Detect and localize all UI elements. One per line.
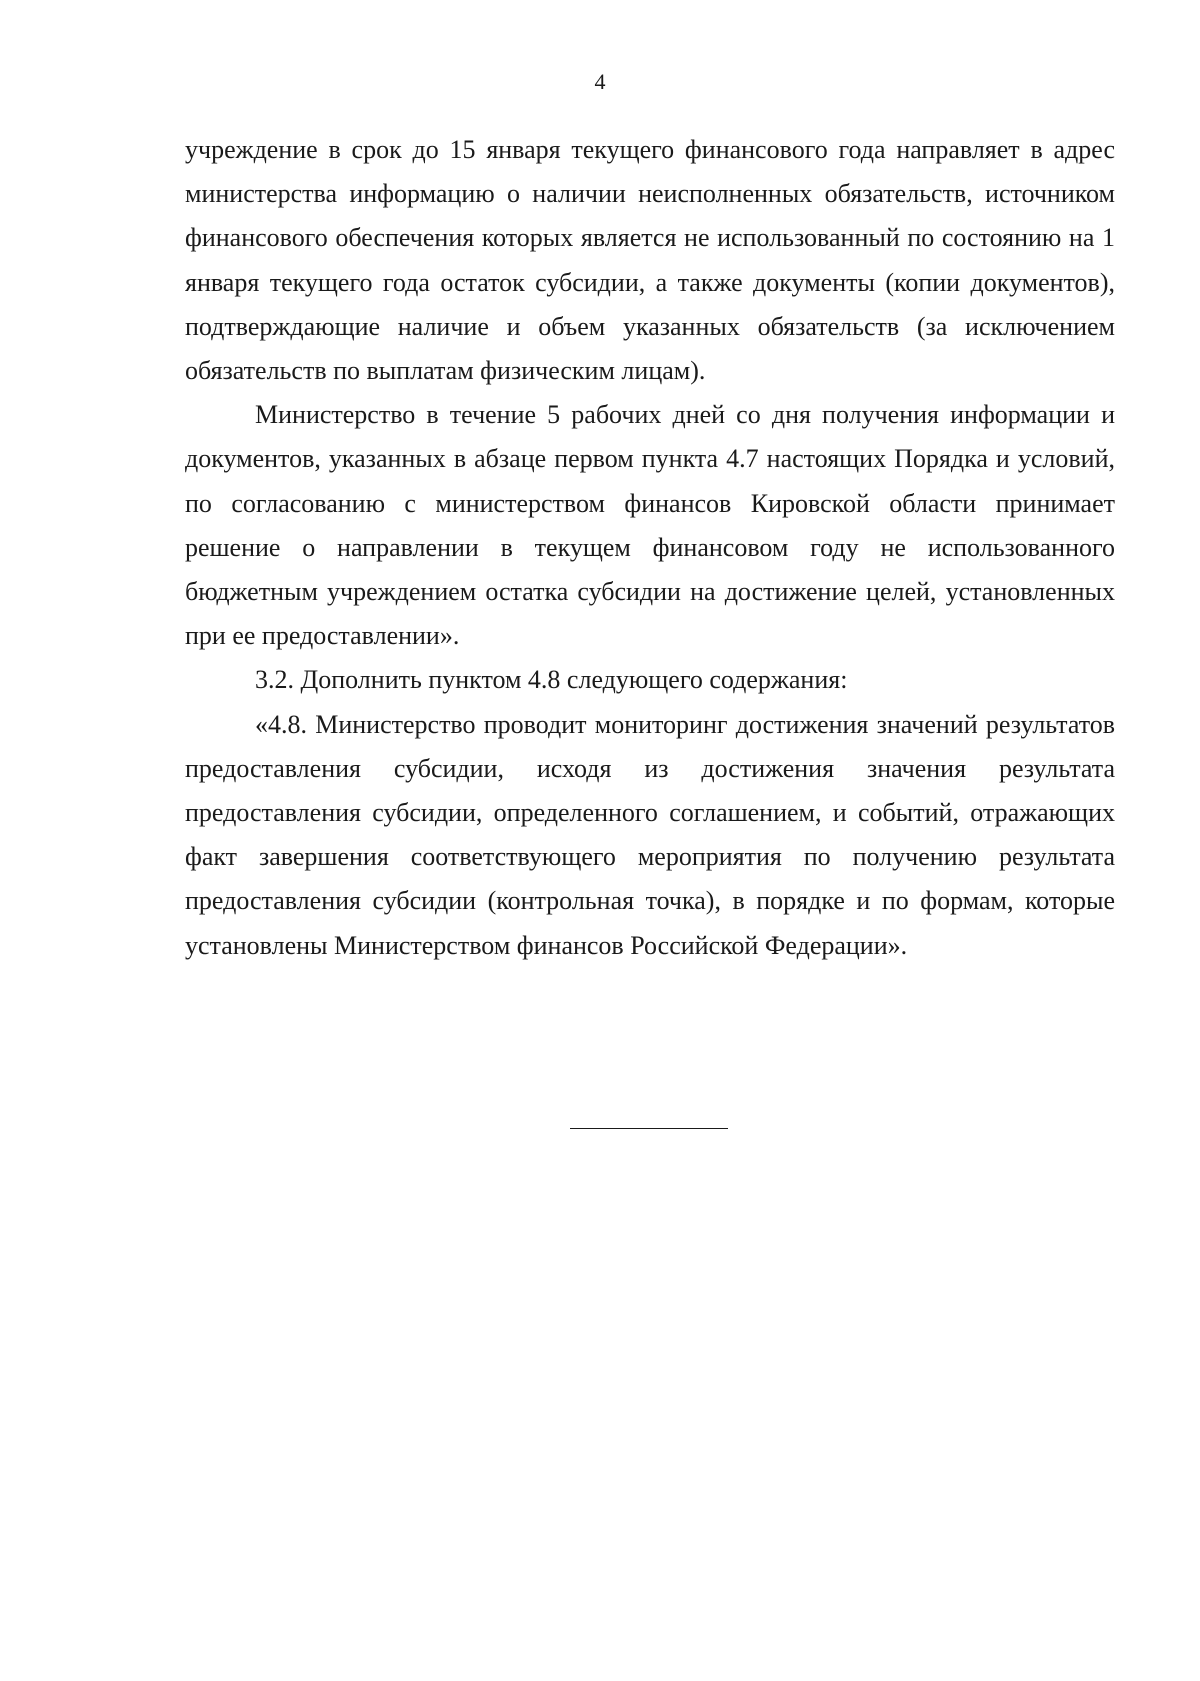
paragraph-continuation: учреждение в срок до 15 января текущего финансового года направляет в адрес министерства информацию о наличии неисполненных обязательств, источником финансового обеспечения которых является не использованный по состоянию на 1 января текущего года остаток субсидии, а также документы (копии документов), подтверждающие наличие и объем указанных обязательств (за исключением обязательств по выплатам физическим лицам). bbox=[185, 135, 1115, 386]
page-number: 4 bbox=[594, 69, 606, 94]
paragraph-ministry-decision: Министерство в течение 5 рабочих дней со дня получения информации и документов, указанных в абзаце первом пункта 4.7 настоящих Порядка и условий, по согласованию с министерством финансов Кировской области принимает решение о направлении в текущем финансовом году не использованного бюджетным учреждением остатка субсидии на достижение целей, установленных при ее предоставлении». bbox=[185, 400, 1115, 651]
paragraph-amendment-3-2: 3.2. Дополнить пунктом 4.8 следующего содержания: bbox=[255, 665, 848, 695]
document-body bbox=[185, 128, 1115, 968]
paragraph-point-4-8: «4.8. Министерство проводит мониторинг достижения значений результатов предоставления субсидии, исходя из достижения значения результата предоставления субсидии, определенного соглашением, и событий, отражающих факт завершения соответствующего мероприятия по получению результата предоставления субсидии (контрольная точка), в порядке и по формам, которые установлены Министерством финансов Российской Федерации». bbox=[185, 709, 1115, 960]
end-of-document-rule bbox=[570, 1128, 728, 1129]
